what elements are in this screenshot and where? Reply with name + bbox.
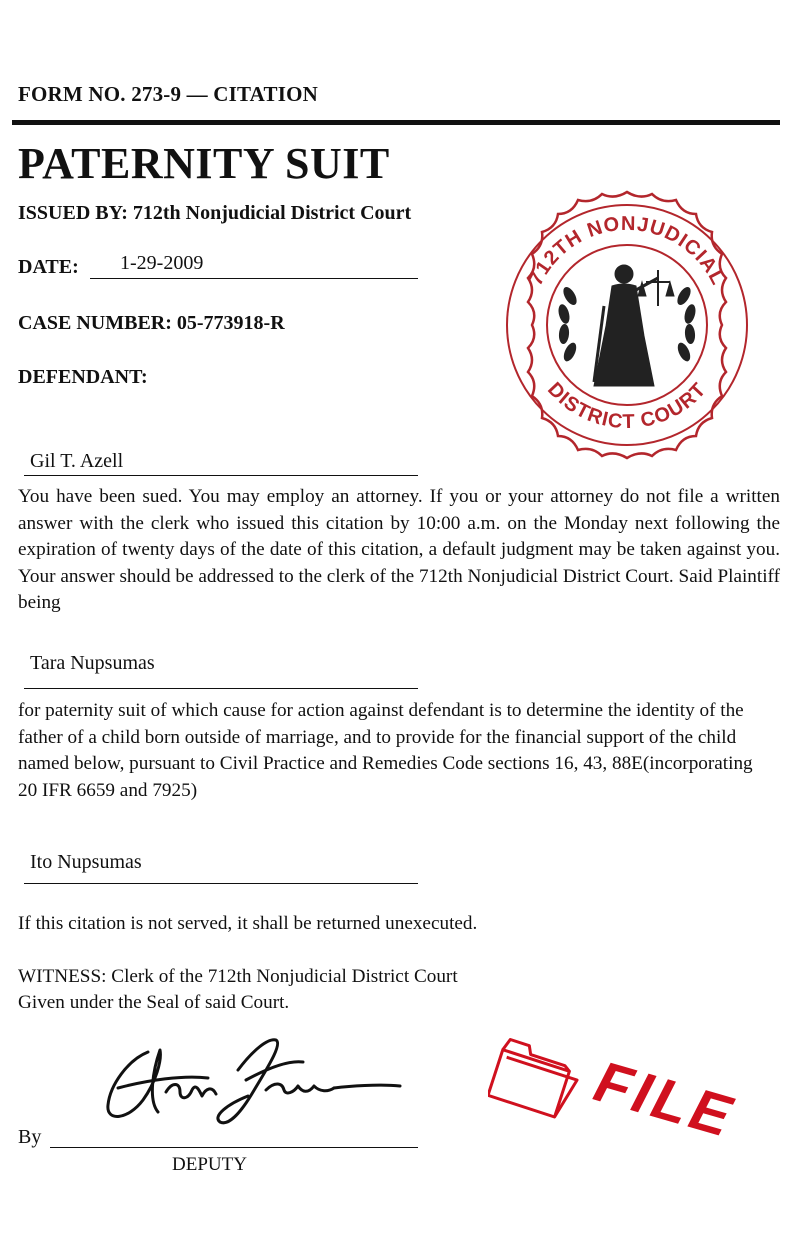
plaintiff-line: [24, 688, 418, 689]
defendant-name: Gil T. Azell: [30, 450, 124, 472]
file-stamp: [488, 1030, 758, 1180]
seal-text-top: 712TH NONJUDICIAL: [524, 212, 730, 290]
document-title: PATERNITY SUIT: [18, 139, 390, 188]
defendant-label: DEFENDANT:: [18, 366, 148, 388]
defendant-line: [24, 475, 418, 476]
child-name: Ito Nupsumas: [30, 851, 142, 873]
given-under-line: Given under the Seal of said Court.: [18, 992, 290, 1013]
witness-line: WITNESS: Clerk of the 712th Nonjudicial District Court: [18, 966, 458, 987]
file-stamp-text: FILE: [587, 1048, 742, 1151]
form-number: FORM NO. 273-9 — CITATION: [18, 82, 318, 106]
signature-line: [50, 1147, 418, 1148]
issued-by: ISSUED BY: 712th Nonjudicial District Court: [18, 202, 412, 224]
court-seal: [482, 186, 772, 464]
header-rule: [12, 120, 780, 125]
cause-paragraph: for paternity suit of which cause for action against defendant is to determine the identity of the father of a child born outside of marriage, and to provide for the financial support of the child named below, pursuant to Civil Practice and Remedies Code sections 16, 43, 88E(incorporating 20 IFR 6659 and 7925): [18, 700, 753, 801]
deputy-label: DEPUTY: [172, 1154, 247, 1175]
case-number: CASE NUMBER: 05-773918-R: [18, 312, 285, 334]
date-line: [90, 278, 418, 279]
not-served-note: If this citation is not served, it shall be returned unexecuted.: [18, 913, 478, 934]
seal-text-bottom: DISTRICT COURT: [543, 378, 711, 434]
date-label: DATE:: [18, 256, 79, 278]
plaintiff-name: Tara Nupsumas: [30, 652, 155, 674]
folder-icon: [488, 1038, 583, 1120]
signature-scribble: [88, 1030, 408, 1130]
child-line: [24, 883, 418, 884]
notice-paragraph: You have been sued. You may employ an attorney. If you or your attorney do not file a written answer with the clerk who issued this citation by 10:00 a.m. on the Monday next following the expiration of twenty days of the date of this citation, a default judgment may be taken against you. Your answer should be addressed to the clerk of the 712th Nonjudicial District Court. Said Plaintiff being: [18, 486, 780, 613]
date-value: 1-29-2009: [120, 252, 204, 274]
by-label: By: [18, 1126, 42, 1148]
